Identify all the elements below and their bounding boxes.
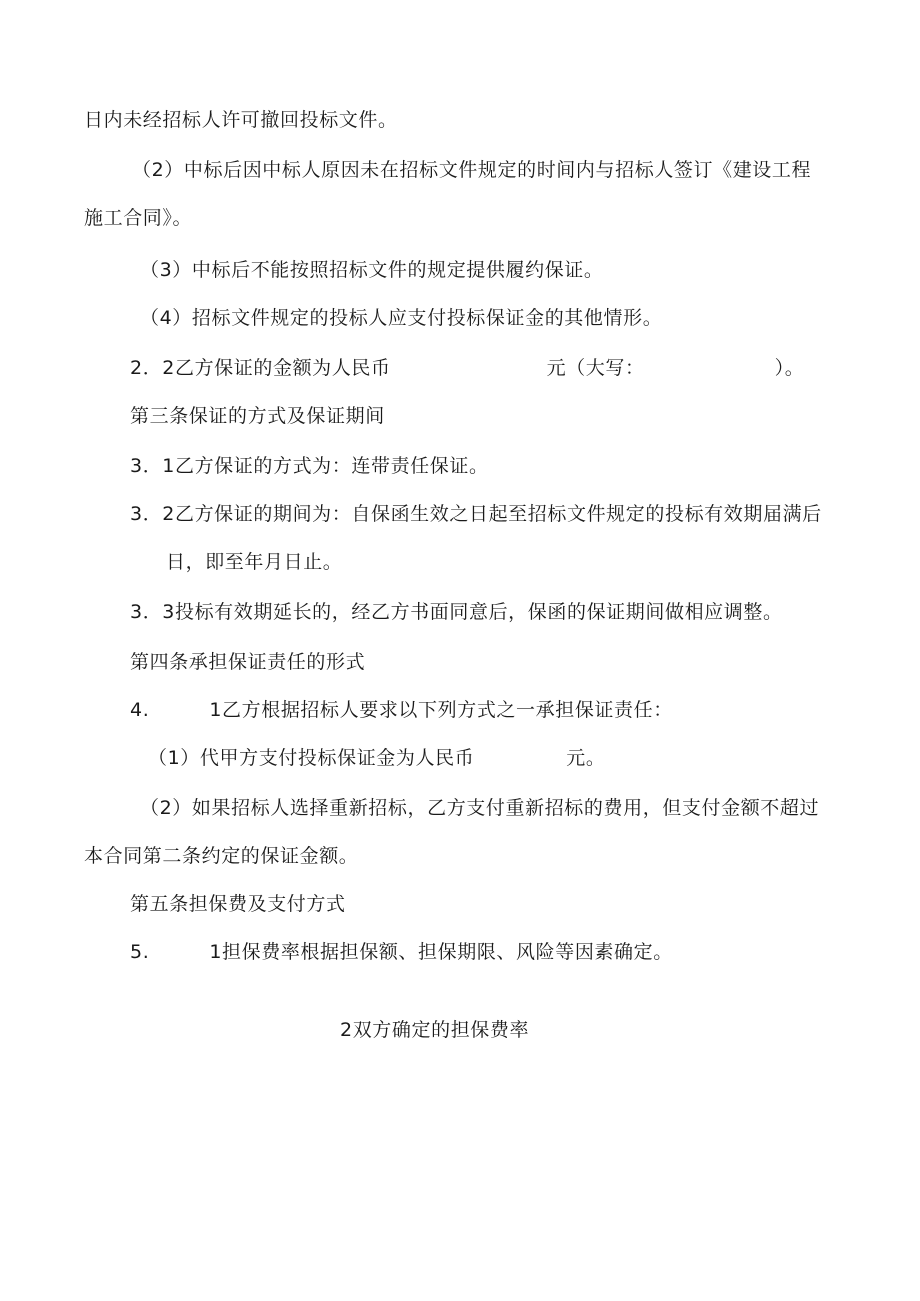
clause-4-1-item-2: （2）如果招标人选择重新招标，乙方支付重新招标的费用，但支付金额不超过 xyxy=(140,797,820,819)
clause-3-3: 3．3投标有效期延长的，经乙方书面同意后，保函的保证期间做相应调整。 xyxy=(130,601,783,623)
clause-item-3: （3）中标后不能按照招标文件的规定提供履约保证。 xyxy=(140,259,604,281)
paragraph-line: 本合同第二条约定的保证金额。 xyxy=(84,845,359,867)
clause-4-1-item-1: （1）代甲方支付投标保证金为人民币 元。 xyxy=(148,747,606,769)
paragraph-line: 施工合同》。 xyxy=(84,207,193,229)
section-heading: 第三条保证的方式及保证期间 xyxy=(130,405,385,427)
guarantee-amount-line: 2．2乙方保证的金额为人民币 元（大写： ）。 xyxy=(130,357,805,379)
clause-item-2: （2）中标后因中标人原因未在招标文件规定的时间内与招标人签订《建设工程 xyxy=(132,159,812,181)
section-heading: 第四条承担保证责任的形式 xyxy=(130,651,366,673)
paragraph-line: 日内未经招标人许可撤回投标文件。 xyxy=(84,109,398,131)
clause-5-1: 5. 1担保费率根据担保额、担保期限、风险等因素确定。 xyxy=(130,941,673,963)
clause-item-4: （4）招标文件规定的投标人应支付投标保证金的其他情形。 xyxy=(140,307,663,329)
clause-5-2: 2双方确定的担保费率 xyxy=(340,1019,530,1041)
clause-3-1: 3．1乙方保证的方式为：连带责任保证。 xyxy=(130,455,489,477)
paragraph-line: 日，即至年月日止。 xyxy=(166,551,343,573)
section-heading: 第五条担保费及支付方式 xyxy=(130,893,346,915)
clause-4-1: 4. 1乙方根据招标人要求以下列方式之一承担保证责任： xyxy=(130,699,673,721)
clause-3-2: 3．2乙方保证的期间为：自保函生效之日起至招标文件规定的投标有效期届满后 xyxy=(130,503,822,525)
